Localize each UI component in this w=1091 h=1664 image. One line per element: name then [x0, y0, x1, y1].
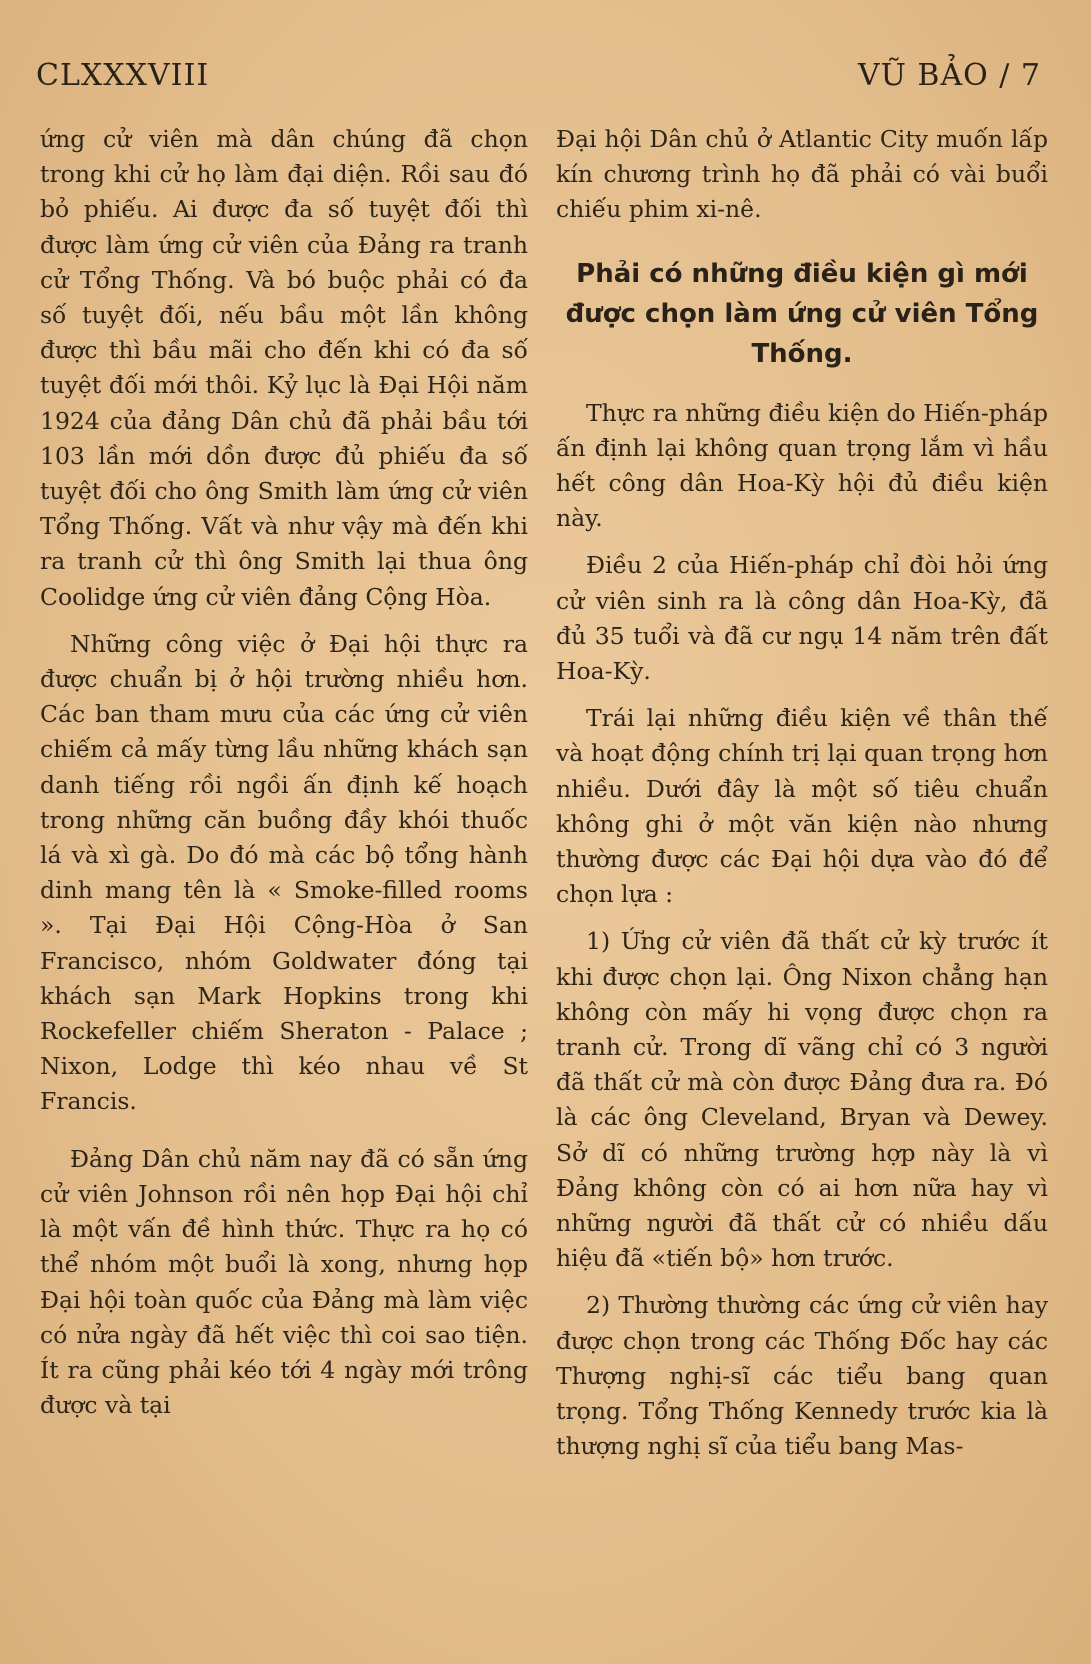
paragraph-continued: ứng cử viên mà dân chúng đã chọn trong khi cử họ làm đại diện. Rồi sau đó bỏ phiếu. Ai được đa số tuyệt đối thì được làm ứng cử viên của Đảng ra tranh cử Tổng Thống. Và bó buộc phải có đa số tuyệt đối, nếu bầu một lần không được thì bầu mãi cho đến khi có đa số tuyệt đối mới thôi. Kỷ lục là Đại Hội năm 1924 của đảng Dân chủ đã phải bầu tới 103 lần mới dồn được đủ phiếu đa số tuyệt đối cho ông Smith làm ứng cử viên Tổng Thống. Vất và như vậy mà đến khi ra tranh cử thì ông Smith lại thua ông Coolidge ứng cử viên đảng Cộng Hòa.	[40, 125, 528, 611]
paragraph-criterion-2: 2) Thường thường các ứng cử viên hay được chọn trong các Thống Đốc hay các Thượng nghị-sĩ các tiểu bang quan trọng. Tổng Thống Kennedy trước kia là thượng nghị sĩ của tiểu bang Mas-	[556, 1291, 1048, 1461]
section-heading: Phải có những điều kiện gì mới được chọn làm ứng cử viên Tổng Thống.	[565, 258, 1039, 369]
paragraph-democratic-convention: Đảng Dân chủ năm nay đã có sẵn ứng cử viên Johnson rồi nên họp Đại hội chỉ là một vấn đề hình thức. Thực ra họ có thể nhóm một buổi là xong, nhưng họp Đại hội toàn quốc của Đảng mà làm việc có nửa ngày đã hết việc thì coi sao tiện. Ít ra cũng phải kéo tới 4 ngày mới trông được và tại	[40, 1144, 528, 1420]
paragraph-convention-preparation: Những công việc ở Đại hội thực ra được chuẩn bị ở hội trường nhiều hơn. Các ban tham mưu của các ứng cử viên chiếm cả mấy từng lầu những khách sạn danh tiếng rồi ngồi ấn định kế hoạch trong những căn buồng đầy khói thuốc lá và xì gà. Do đó mà các bộ tổng hành dinh mang tên là « Smoke-filled rooms ». Tại Đại Hội Cộng-Hòa ở San Francisco, nhóm Goldwater đóng tại khách sạn Mark Hopkins trong khi Rockefeller chiếm Sheraton - Palace ; Nixon, Lodge thì kéo nhau về St Francis.	[40, 629, 528, 1116]
paragraph-political-conditions: Trái lại những điều kiện về thân thế và hoạt động chính trị lại quan trọng hơn nhiều. Dưới đây là một số tiêu chuẩn không ghi ở một văn kiện nào nhưng thường được các Đại hội dựa vào đó để chọn lựa :	[556, 704, 1048, 909]
paragraph-criterion-1: 1) Ứng cử viên đã thất cử kỳ trước ít khi được chọn lại. Ông Nixon chẳng hạn không còn mấy hi vọng được chọn ra tranh cử. Trong dĩ vãng chỉ có 3 người đã thất cử mà còn được Đảng đưa ra. Đó là các ông Cleveland, Bryan và Dewey. Sở dĩ có những trường hợp này là vì Đảng không còn có ai hơn nữa hay vì những người đã thất cử có nhiều dấu hiệu đã «tiến bộ» hơn trước.	[556, 927, 1048, 1273]
running-header	[36, 58, 1041, 98]
paragraph-intro: Đại hội Dân chủ ở Atlantic City muốn lấp kín chương trình họ đã phải có vài buổi chiếu phim xi-nê.	[556, 125, 1048, 224]
left-column	[40, 122, 528, 1423]
paragraph-constitution-conditions: Thực ra những điều kiện do Hiến-pháp ấn định lại không quan trọng lắm vì hầu hết công dân Hoa-Kỳ hội đủ điều kiện này.	[556, 398, 1048, 533]
right-column	[556, 122, 1048, 1465]
paragraph-article-2: Điều 2 của Hiến-pháp chỉ đòi hỏi ứng cử viên sinh ra là công dân Hoa-Kỳ, đã đủ 35 tuổi và đã cư ngụ 14 năm trên đất Hoa-Kỳ.	[556, 551, 1048, 686]
chapter-number: CLXXXVIII	[36, 58, 210, 93]
author-page-number: VŨ BẢO / 7	[857, 58, 1041, 93]
